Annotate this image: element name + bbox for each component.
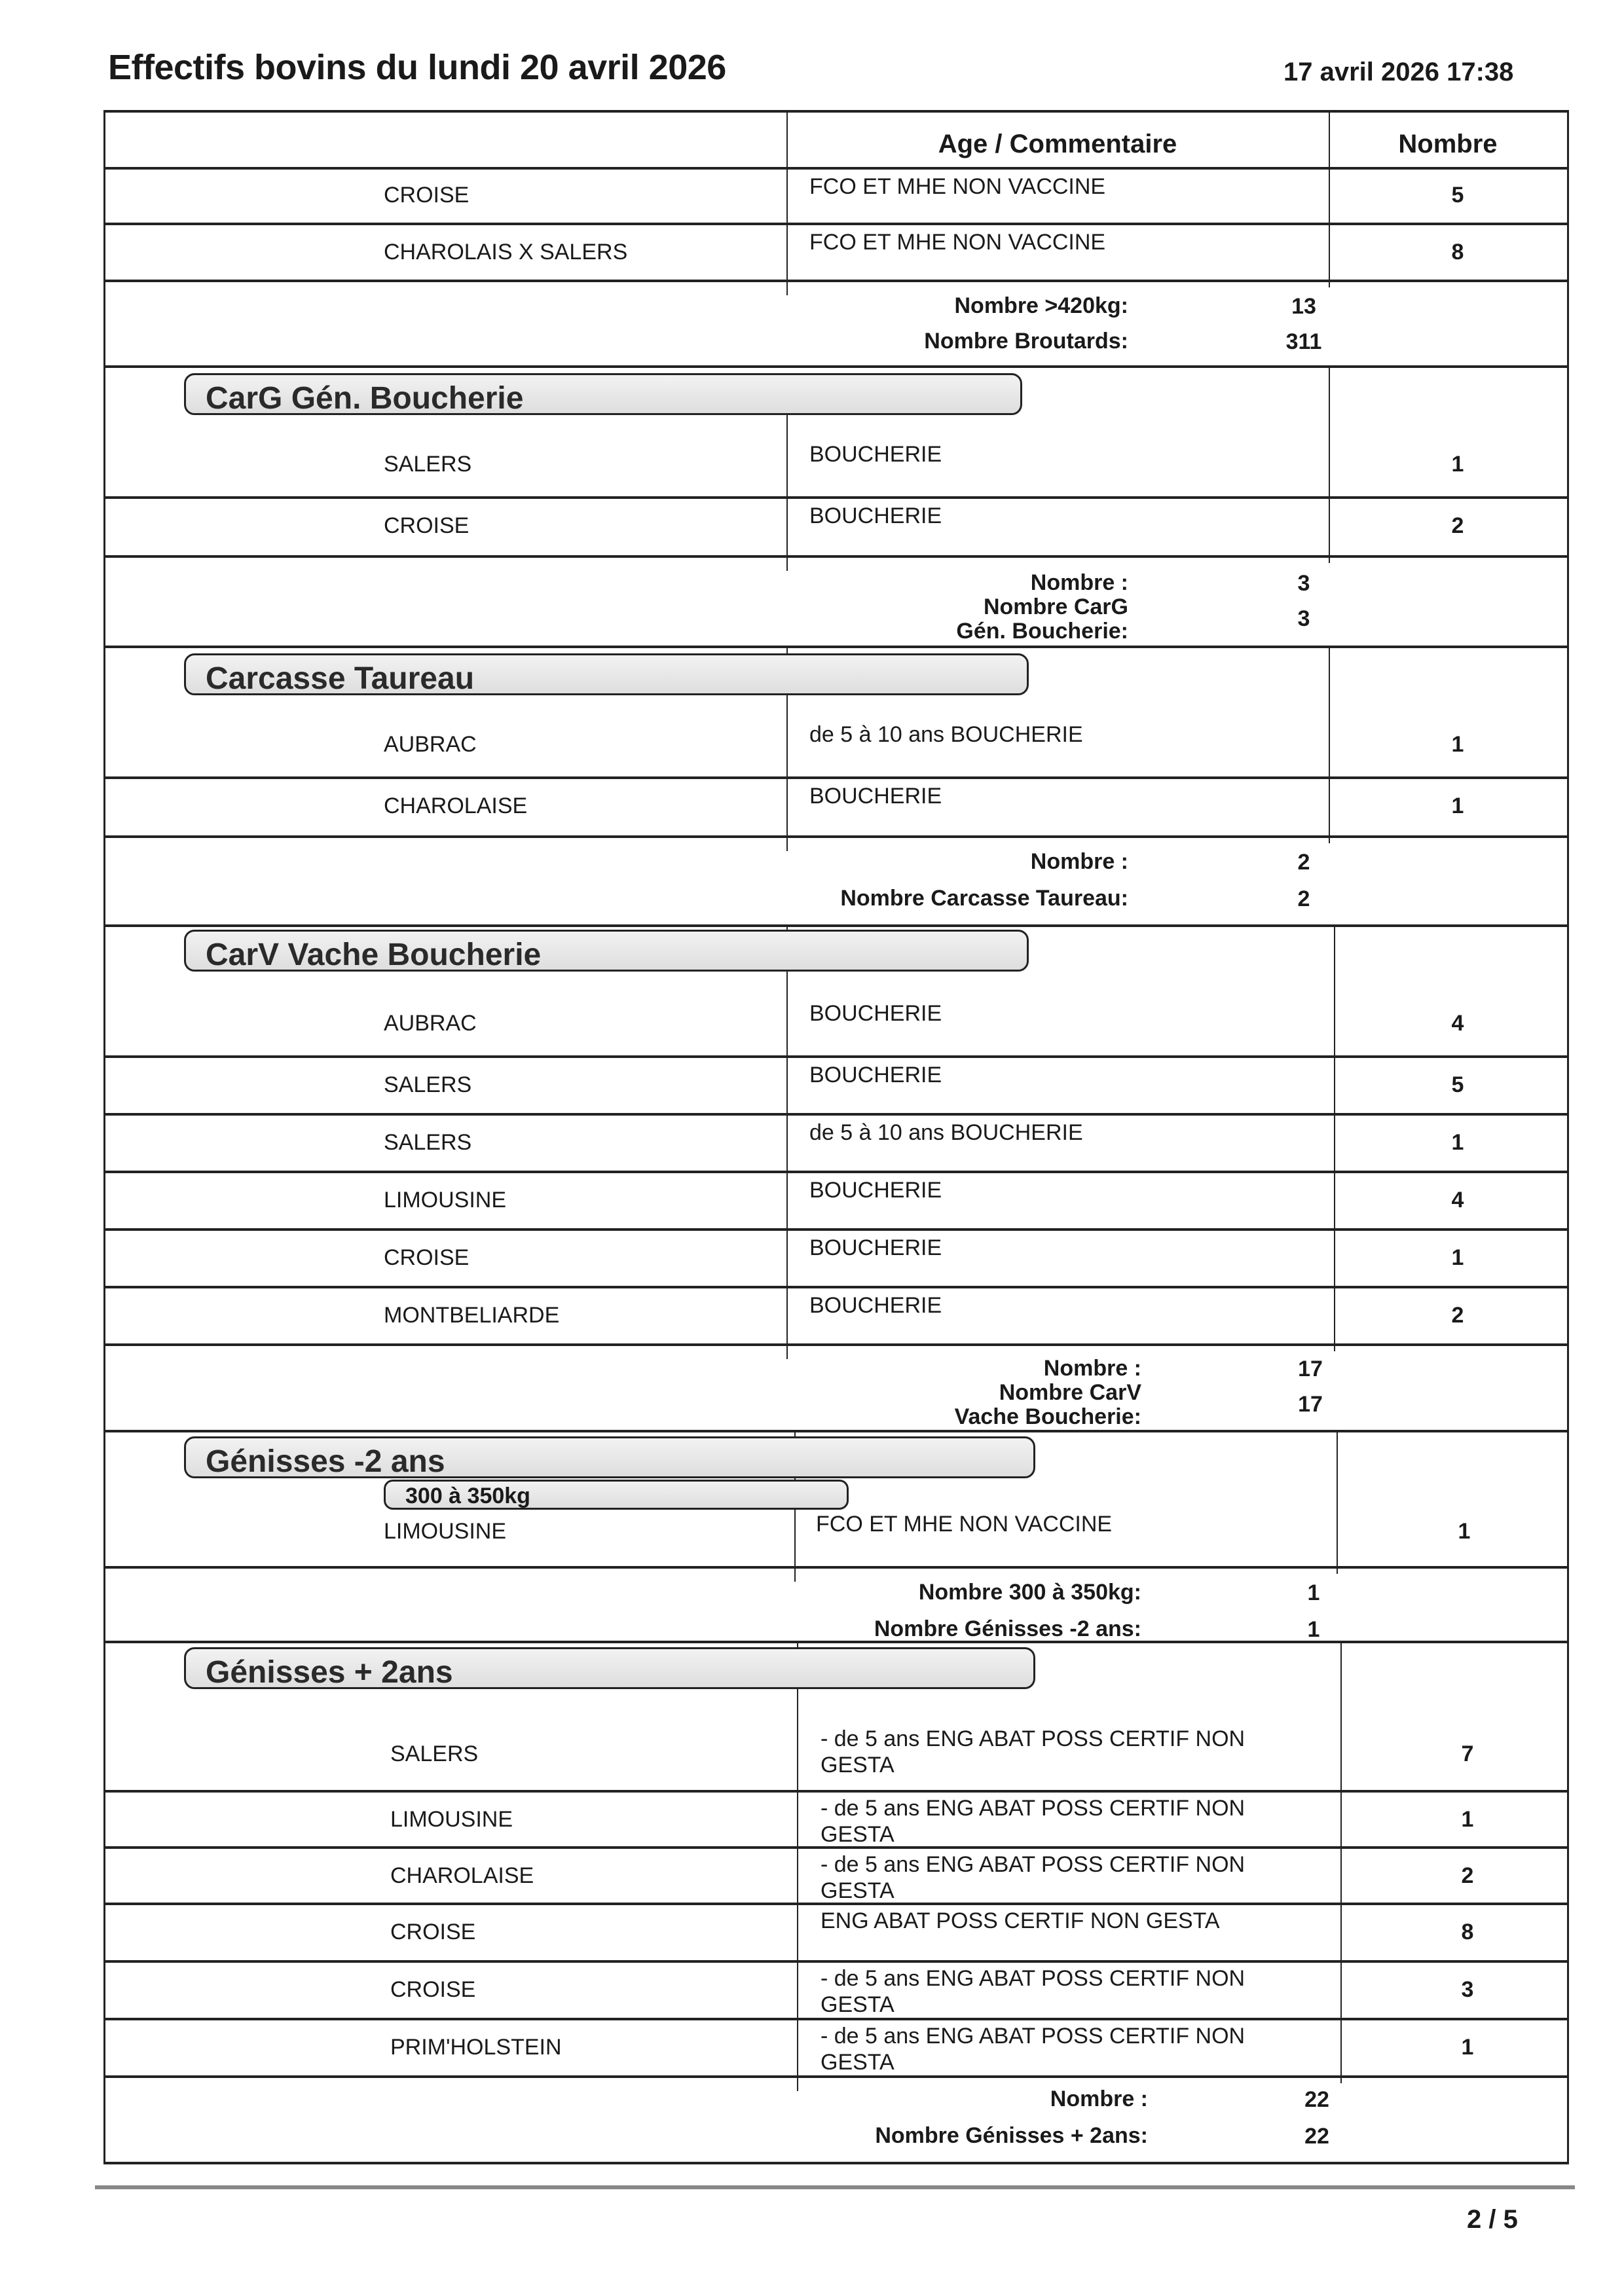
summary-label: Nombre Broutards:	[924, 329, 1128, 354]
table-row	[105, 1055, 1567, 1113]
summary-value: 17	[1298, 1357, 1323, 1381]
section-title-pill	[184, 930, 1029, 972]
count-cell: 1	[1451, 1130, 1464, 1155]
comment-cell: - de 5 ans ENG ABAT POSS CERTIF NON GESTA	[821, 1966, 1246, 2017]
section-title-pill	[184, 653, 1029, 695]
section-title-pill	[184, 1436, 1035, 1478]
summary-value: 17	[1298, 1392, 1323, 1417]
summary-value: 1	[1307, 1580, 1320, 1605]
breed-cell: CROISE	[390, 1920, 476, 1944]
comment-cell: BOUCHERIE	[809, 1178, 942, 1203]
comment-cell: - de 5 ans ENG ABAT POSS CERTIF NON GESTA	[821, 1852, 1246, 1903]
table-header	[105, 110, 1567, 167]
summary-value: 3	[1297, 606, 1310, 631]
comment-cell: FCO ET MHE NON VACCINE	[809, 174, 1106, 199]
livestock-table	[103, 110, 1569, 2164]
table-row	[105, 1790, 1567, 1846]
table-row	[105, 2018, 1567, 2075]
summary-value: 1	[1307, 1617, 1320, 1642]
section-title-pill	[184, 373, 1022, 415]
comment-cell: BOUCHERIE	[809, 442, 942, 467]
section-header-row	[105, 365, 1567, 496]
table-row	[105, 223, 1567, 280]
comment-cell: BOUCHERIE	[809, 1235, 942, 1260]
breed-cell: CROISE	[384, 183, 470, 208]
count-cell: 1	[1451, 732, 1464, 757]
summary-value: 311	[1285, 329, 1322, 354]
comment-cell: BOUCHERIE	[809, 784, 942, 809]
count-cell: 1	[1451, 793, 1464, 818]
section-title: Génisses -2 ans	[206, 1444, 445, 1479]
breed-cell: SALERS	[384, 1072, 472, 1097]
summary-value: 2	[1297, 886, 1310, 911]
summary-label: Nombre 300 à 350kg:	[918, 1580, 1141, 1605]
column-header-comment: Age / Commentaire	[938, 130, 1177, 158]
breed-cell: AUBRAC	[384, 1011, 477, 1036]
breed-cell: LIMOUSINE	[384, 1188, 507, 1212]
count-cell: 3	[1461, 1977, 1474, 2002]
table-row	[105, 1960, 1567, 2018]
summary-label: Nombre Génisses + 2ans:	[875, 2123, 1148, 2148]
count-cell: 5	[1451, 1072, 1464, 1097]
summary-label: Nombre :	[1043, 1356, 1141, 1381]
summary-row	[105, 555, 1567, 646]
column-header-count: Nombre	[1398, 130, 1498, 158]
count-cell: 1	[1461, 2035, 1474, 2060]
summary-label: Nombre :	[1030, 849, 1128, 874]
section-header-row	[105, 1641, 1567, 1790]
count-cell: 8	[1451, 240, 1464, 264]
summary-label: Nombre :	[1030, 570, 1128, 595]
section-title: CarV Vache Boucherie	[206, 938, 542, 972]
summary-value: 13	[1291, 294, 1316, 319]
breed-cell: CHAROLAIS X SALERS	[384, 240, 628, 264]
count-cell: 1	[1451, 452, 1464, 477]
count-cell: 5	[1451, 183, 1464, 208]
comment-cell: de 5 à 10 ans BOUCHERIE	[809, 722, 1083, 747]
section-title: Génisses + 2ans	[206, 1655, 453, 1690]
table-row	[105, 1286, 1567, 1343]
table-row	[105, 1171, 1567, 1228]
count-cell: 2	[1461, 1863, 1474, 1888]
summary-row	[105, 2075, 1567, 2164]
count-cell: 2	[1451, 513, 1464, 538]
section-header-row	[105, 924, 1567, 1055]
table-row	[105, 1903, 1567, 1960]
count-cell: 1	[1451, 1245, 1464, 1270]
section-title: Carcasse Taureau	[206, 661, 475, 696]
breed-cell: LIMOUSINE	[384, 1519, 507, 1544]
summary-row	[105, 1343, 1567, 1430]
summary-label: Nombre :	[1050, 2086, 1148, 2111]
comment-cell: - de 5 ans ENG ABAT POSS CERTIF NON GESTA	[821, 2024, 1246, 2075]
count-cell: 1	[1461, 1807, 1474, 1832]
comment-cell: BOUCHERIE	[809, 1001, 942, 1026]
breed-cell: AUBRAC	[384, 732, 477, 757]
section-title-pill	[184, 1647, 1035, 1689]
count-cell: 8	[1461, 1920, 1474, 1944]
table-row	[105, 1113, 1567, 1171]
summary-label: Nombre Génisses -2 ans:	[874, 1616, 1141, 1641]
summary-label: Nombre Carcasse Taureau:	[840, 886, 1128, 911]
summary-row	[105, 835, 1567, 924]
comment-cell: BOUCHERIE	[809, 1293, 942, 1318]
table-row	[105, 496, 1567, 555]
count-cell: 7	[1461, 1741, 1474, 1766]
comment-cell: - de 5 ans ENG ABAT POSS CERTIF NON GESTA	[821, 1726, 1246, 1777]
comment-cell: FCO ET MHE NON VACCINE	[816, 1512, 1113, 1537]
summary-row	[105, 1566, 1567, 1641]
print-date: 17 avril 2026 17:38	[1283, 58, 1514, 86]
section-title: CarG Gén. Boucherie	[206, 381, 524, 416]
breed-cell: LIMOUSINE	[390, 1807, 513, 1832]
subgroup-title: 300 à 350kg	[405, 1484, 530, 1508]
breed-cell: SALERS	[384, 1130, 472, 1155]
comment-cell: - de 5 ans ENG ABAT POSS CERTIF NON GESTA	[821, 1796, 1246, 1847]
breed-cell: CROISE	[390, 1977, 476, 2002]
section-header-row	[105, 1430, 1567, 1566]
page-number: 2 / 5	[1467, 2205, 1518, 2234]
breed-cell: SALERS	[384, 452, 472, 477]
report-title: Effectifs bovins du lundi 20 avril 2026	[108, 48, 726, 87]
footer-divider	[95, 2185, 1575, 2189]
breed-cell: CHAROLAISE	[384, 793, 528, 818]
count-cell: 1	[1458, 1519, 1471, 1544]
summary-label: Nombre CarV Vache Boucherie:	[954, 1380, 1141, 1429]
summary-value: 22	[1304, 2124, 1329, 2149]
comment-cell: ENG ABAT POSS CERTIF NON GESTA	[821, 1908, 1220, 1933]
breed-cell: CHAROLAISE	[390, 1863, 534, 1888]
summary-label: Nombre CarG Gén. Boucherie:	[956, 594, 1128, 644]
table-row	[105, 1846, 1567, 1903]
comment-cell: BOUCHERIE	[809, 503, 942, 528]
table-row	[105, 1228, 1567, 1286]
summary-value: 22	[1304, 2087, 1329, 2112]
breed-cell: CROISE	[384, 513, 470, 538]
summary-label: Nombre >420kg:	[954, 293, 1128, 318]
count-cell: 4	[1451, 1011, 1464, 1036]
comment-cell: BOUCHERIE	[809, 1063, 942, 1087]
count-cell: 4	[1451, 1188, 1464, 1212]
summary-value: 3	[1297, 571, 1310, 596]
count-cell: 2	[1451, 1303, 1464, 1328]
breed-cell: SALERS	[390, 1741, 479, 1766]
breed-cell: CROISE	[384, 1245, 470, 1270]
section-header-row	[105, 646, 1567, 776]
subgroup-pill	[384, 1480, 849, 1510]
summary-value: 2	[1297, 850, 1310, 875]
breed-cell: PRIM'HOLSTEIN	[390, 2035, 562, 2060]
comment-cell: FCO ET MHE NON VACCINE	[809, 230, 1106, 255]
table-row	[105, 167, 1567, 223]
breed-cell: MONTBELIARDE	[384, 1303, 560, 1328]
table-row	[105, 776, 1567, 835]
comment-cell: de 5 à 10 ans BOUCHERIE	[809, 1120, 1083, 1145]
summary-row	[105, 280, 1567, 365]
